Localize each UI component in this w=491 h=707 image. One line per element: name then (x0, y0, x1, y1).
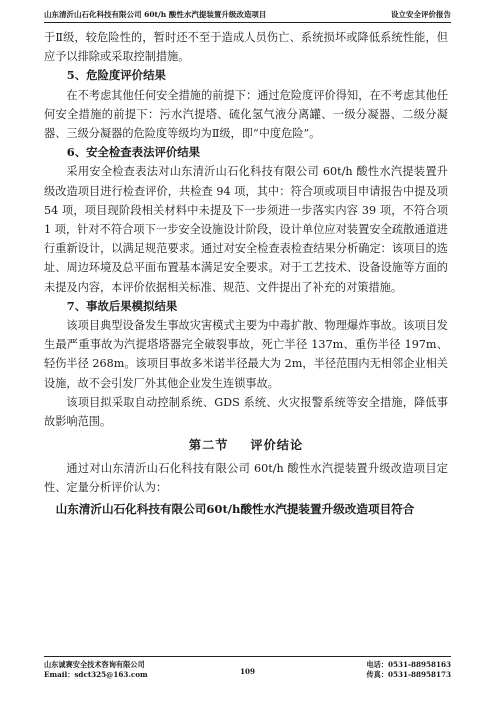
page-body (44, 28, 448, 519)
paragraph-risk-degree: 在不考虑其他任何安全措施的前提下：通过危险度评价得知，在不考虑其他任何安全措施的前提下：污水汽提塔、硫化氢气液分离罐、一级分凝器、二级分凝器、三级分凝器的危险度等级均为Ⅱ级，即“中度危险”。 (44, 88, 448, 141)
section-number: 第二节 (188, 438, 229, 453)
footer-fax: 传真：0531-88958173 (366, 670, 451, 679)
heading-checklist: 6、安全检查表法评价结果 (66, 145, 201, 160)
page-header (44, 6, 451, 23)
section-heading (44, 435, 448, 455)
page-footer (44, 656, 451, 680)
paragraph-checklist: 采用安全检查表法对山东清沂山石化科技有限公司 60t/h 酸性水汽提装置升级改造项目进行检查评价，共检查 94 项，其中：符合项或项目申请报告中提及项 54 项，项目现阶段相关材料中未提及下一步须进一步落实内容 39 项，不符合项 1 项，针对不符合项下一步安全设施设计阶段，设计单位应对装置安全疏散通道进行重新设计，以满足规范要求。通过对安全检查表检查结果分析确定：该项目的选址、周边环境及总平面布置基本满足安全要求。对于工艺技术、设备设施等方面的未提及内容，本评价依据相关标准、规范、文件提出了补充的对策措施。 (44, 165, 448, 294)
footer-email: Email：sdct325@163.com (44, 670, 148, 679)
heading-risk-degree: 5、危险度评价结果 (66, 68, 166, 83)
heading-accident-simulation: 7、事故后果模拟结果 (66, 298, 178, 313)
page-number: 109 (239, 667, 255, 676)
section-title: 评价结论 (250, 438, 304, 453)
header-report-type: 设立安全评价报告 (391, 10, 451, 19)
paragraph-safety-measures: 该项目拟采取自动控制系统、GDS 系统、火灾报警系统等安全措施，降低事故影响范围。 (44, 395, 448, 429)
paragraph-continued: 于Ⅱ级，较危险性的，暂时还不至于造成人员伤亡、系统损坏或降低系统性能，但应予以排除或采取控制措施。 (44, 31, 448, 64)
footer-phone: 电话：0531-88958163 (366, 660, 451, 669)
paragraph-accident-simulation: 该项目典型设备发生事故灾害模式主要为中毒扩散、物理爆炸事故。该项目发生最严重事故为汽提塔塔器完全破裂事故，死亡半径 137m、重伤半径 197m、轻伤半径 268m。该项目事故多米诺半径最大为 2m，半径范围内无相邻企业相关设施，故不会引发厂外其他企业发生连锁事故。 (44, 319, 448, 390)
header-project-title: 山东清沂山石化科技有限公司 60t/h 酸性水汽提装置升级改造项目 (44, 10, 267, 19)
conclusion-intro: 通过对山东清沂山石化科技有限公司 60t/h 酸性水汽提装置升级改造项目定性、定量分析评价认为： (44, 462, 448, 495)
footer-company: 山东诚赛安全技术咨询有限公司 (44, 660, 145, 669)
conclusion-statement: 山东清沂山石化科技有限公司60t/h酸性水汽提装置升级改造项目符合 (55, 501, 415, 516)
